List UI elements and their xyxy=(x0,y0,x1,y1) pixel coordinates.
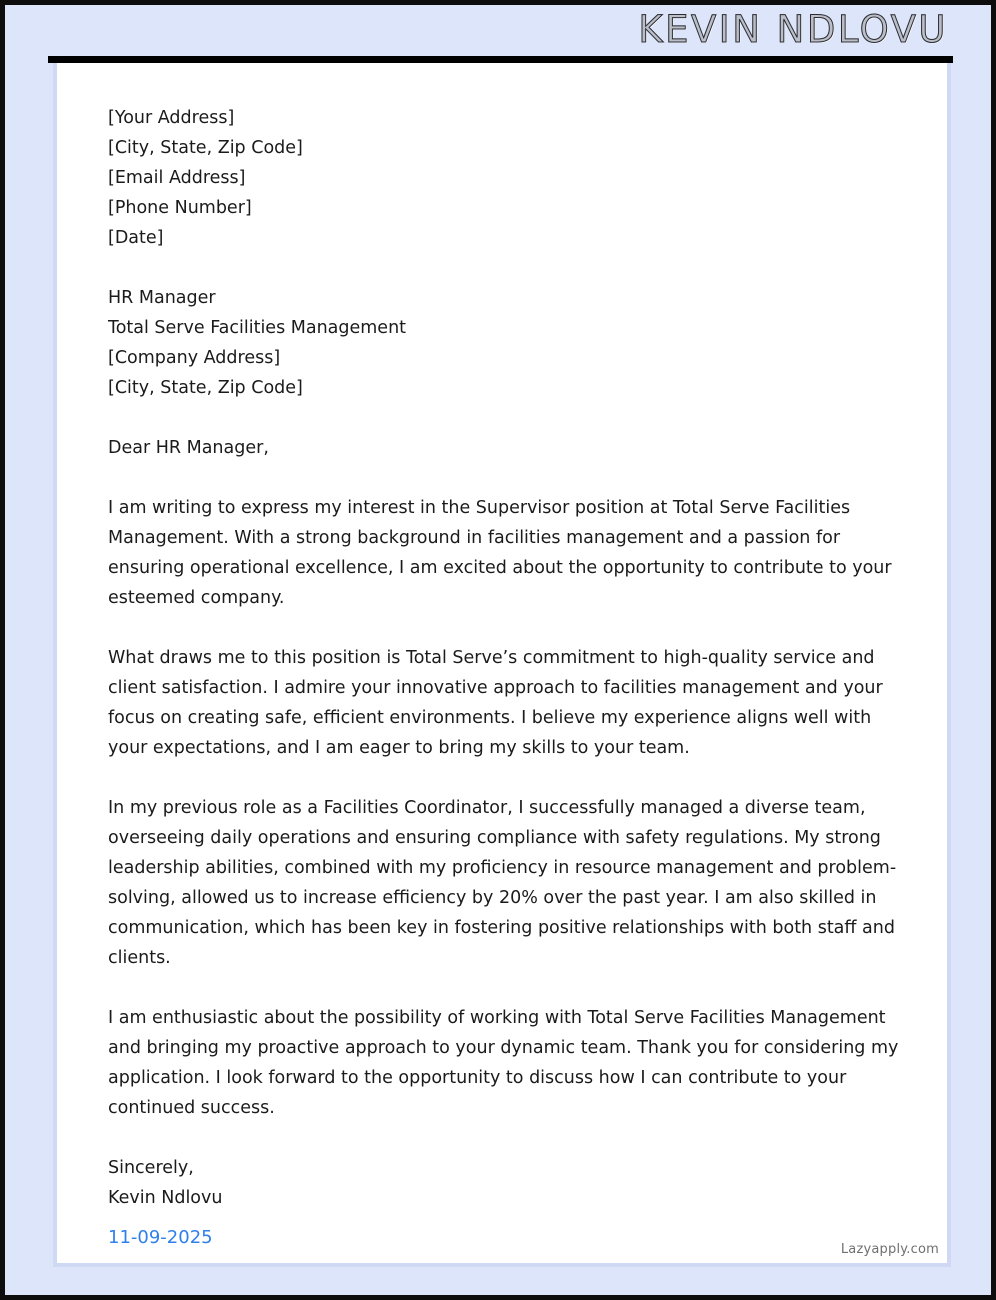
body-paragraph: In my previous role as a Facilities Coordinator, I successfully managed a diverse team, overseeing daily operations and ensuring compliance with safety regulations. My strong leadership abilities, combined with my proficiency in resource management and problem-solving, allowed us to increase efficiency by 20% over the past year. I am also skilled in communication, which has been key in fostering positive relationships with both staff and clients. xyxy=(108,798,897,968)
recipient-address-line: [City, State, Zip Code] xyxy=(108,378,303,398)
signature-name: Kevin Ndlovu xyxy=(108,1188,223,1208)
recipient-address-line: Total Serve Facilities Management xyxy=(108,318,407,338)
recipient-address-block xyxy=(108,283,902,403)
candidate-name: KEVIN NDLOVU xyxy=(638,8,948,51)
recipient-address-line: HR Manager xyxy=(108,288,216,308)
letter-content xyxy=(108,103,902,1263)
body-paragraph: I am writing to express my interest in the Supervisor position at Total Serve Facilities Management. With a strong background in facilities management and a passion for ensuring operational excellence, I am excited about the opportunity to contribute to your esteemed company. xyxy=(108,498,892,608)
sender-address-line: [Your Address] xyxy=(108,108,235,128)
header-divider-rule xyxy=(48,56,953,63)
letterhead xyxy=(5,5,991,56)
recipient-address-line: [Company Address] xyxy=(108,348,281,368)
valediction: Sincerely, xyxy=(108,1158,194,1178)
body-paragraph: I am enthusiastic about the possibility of working with Total Serve Facilities Management and bringing my proactive approach to your dynamic team. Thank you for considering my application. I look forward to the opportunity to discuss how I can contribute to your continued success. xyxy=(108,1008,899,1118)
letter-date[interactable]: 11-09-2025 xyxy=(108,1227,213,1248)
body-paragraph: What draws me to this position is Total Serve’s commitment to high-quality service and client satisfaction. I admire your innovative approach to facilities management and your focus on creating safe, efficient environments. I believe my experience aligns well with your expectations, and I am eager to bring my skills to your team. xyxy=(108,648,883,758)
sender-address-line: [Date] xyxy=(108,228,164,248)
sender-address-line: [Email Address] xyxy=(108,168,246,188)
sender-address-line: [Phone Number] xyxy=(108,198,252,218)
letter-sheet xyxy=(53,63,951,1267)
salutation: Dear HR Manager, xyxy=(108,438,269,458)
sender-address-line: [City, State, Zip Code] xyxy=(108,138,303,158)
closing-block xyxy=(108,1153,902,1253)
sender-address-block xyxy=(108,103,902,253)
watermark-lazyapply: Lazyapply.com xyxy=(840,1242,939,1257)
document-paper xyxy=(5,5,991,1295)
